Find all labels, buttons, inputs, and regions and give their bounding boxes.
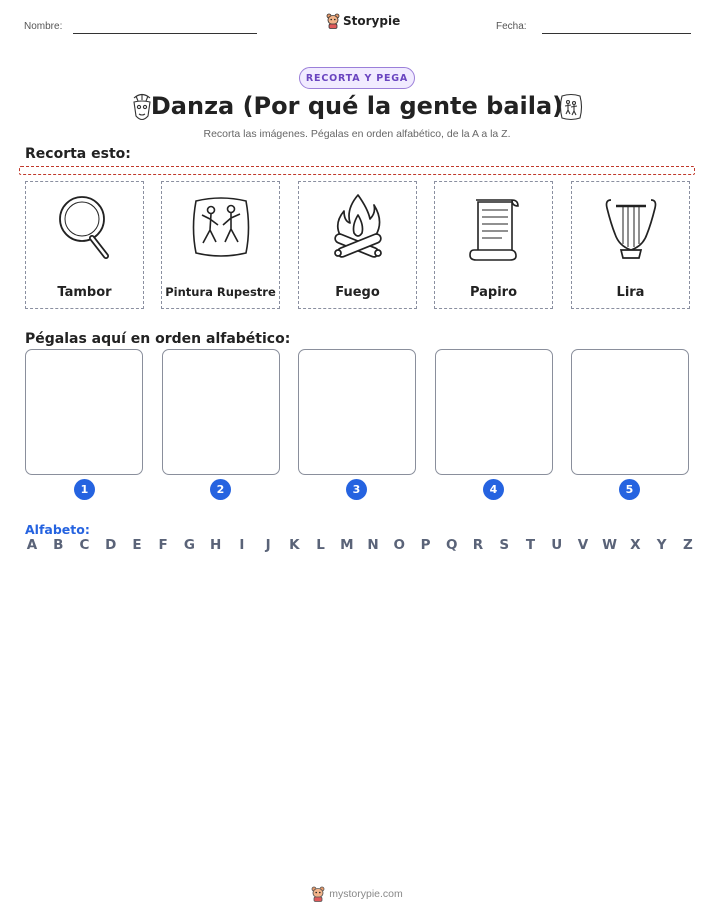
alphabet-letter: N xyxy=(367,537,379,553)
alphabet-letter: E xyxy=(132,537,142,553)
alphabet-letter: U xyxy=(551,537,563,553)
paste-slot-4[interactable] xyxy=(435,349,553,475)
alphabet-letter: B xyxy=(53,537,64,553)
slot-number-badge: 2 xyxy=(210,479,231,500)
slot-number-badge: 5 xyxy=(619,479,640,500)
date-line[interactable] xyxy=(542,33,691,34)
brand-logo xyxy=(326,13,400,29)
alphabet-letter: M xyxy=(340,537,354,553)
alphabet-letter: A xyxy=(26,537,38,553)
slot-number-badge: 1 xyxy=(74,479,95,500)
cut-card-papiro[interactable] xyxy=(434,181,553,309)
storypie-mascot-icon xyxy=(311,886,325,902)
cave-art-stone-icon xyxy=(558,93,584,121)
alphabet-letter: F xyxy=(158,537,168,553)
fire-icon xyxy=(330,193,386,263)
alphabet-letter: V xyxy=(577,537,589,553)
paste-slot-2[interactable] xyxy=(162,349,280,475)
paste-section-heading: Pégalas aquí en orden alfabético: xyxy=(25,331,291,347)
lyre-icon xyxy=(603,194,659,262)
brand-name: Storypie xyxy=(343,14,401,28)
slot-number-badge: 4 xyxy=(483,479,504,500)
name-label: Nombre: xyxy=(24,21,63,32)
paste-slot-5[interactable] xyxy=(571,349,689,475)
alphabet-letter: O xyxy=(393,537,406,553)
cut-line xyxy=(19,166,695,175)
alphabet-letter: Y xyxy=(656,537,667,553)
alphabet-letter: Q xyxy=(446,537,458,553)
footer-url[interactable]: mystorypie.com xyxy=(329,888,403,900)
activity-badge: RECORTA Y PEGA xyxy=(299,67,415,89)
instructions: Recorta las imágenes. Pégalas en orden alfabético, de la A a la Z. xyxy=(203,128,511,140)
footer xyxy=(0,886,714,902)
alphabet-letter: H xyxy=(209,537,222,553)
alphabet-letter: T xyxy=(525,537,536,553)
name-line[interactable] xyxy=(73,33,257,34)
alphabet-letter: J xyxy=(265,537,271,553)
alphabet-letter: P xyxy=(420,537,431,553)
alphabet-row xyxy=(25,537,695,553)
paste-slot-1[interactable] xyxy=(25,349,143,475)
alphabet-letter: C xyxy=(79,537,90,553)
drum-icon xyxy=(54,193,116,263)
papyrus-scroll-icon xyxy=(466,194,522,262)
cut-card-lira[interactable] xyxy=(571,181,690,309)
alphabet-letter: W xyxy=(602,537,618,553)
storypie-mascot-icon xyxy=(326,13,340,29)
alphabet-heading: Alfabeto: xyxy=(25,522,90,537)
date-label: Fecha: xyxy=(496,21,527,32)
alphabet-letter: D xyxy=(105,537,117,553)
alphabet-letter: L xyxy=(316,537,325,553)
alphabet-letter: Z xyxy=(682,537,693,553)
card-label: Tambor xyxy=(57,285,112,300)
alphabet-letter: S xyxy=(499,537,510,553)
paste-slot-3[interactable] xyxy=(298,349,416,475)
card-label: Pintura Rupestre xyxy=(165,285,276,299)
card-label: Papiro xyxy=(469,285,518,300)
cut-card-fuego[interactable] xyxy=(298,181,417,309)
cut-card-tambor[interactable] xyxy=(25,181,144,309)
alphabet-letter: K xyxy=(289,537,300,553)
alphabet-letter: I xyxy=(239,537,245,553)
card-label: Fuego xyxy=(335,285,380,300)
cut-section-heading: Recorta esto: xyxy=(25,146,131,162)
alphabet-letter: R xyxy=(472,537,484,553)
cave-painting-icon xyxy=(190,195,252,261)
alphabet-letter: G xyxy=(183,537,195,553)
slot-number-badge: 3 xyxy=(346,479,367,500)
page-title: Danza (Por qué la gente baila) xyxy=(150,92,564,120)
cut-card-pintura-rupestre[interactable] xyxy=(161,181,280,309)
alphabet-letter: X xyxy=(630,537,641,553)
card-label: Lira xyxy=(616,285,645,300)
